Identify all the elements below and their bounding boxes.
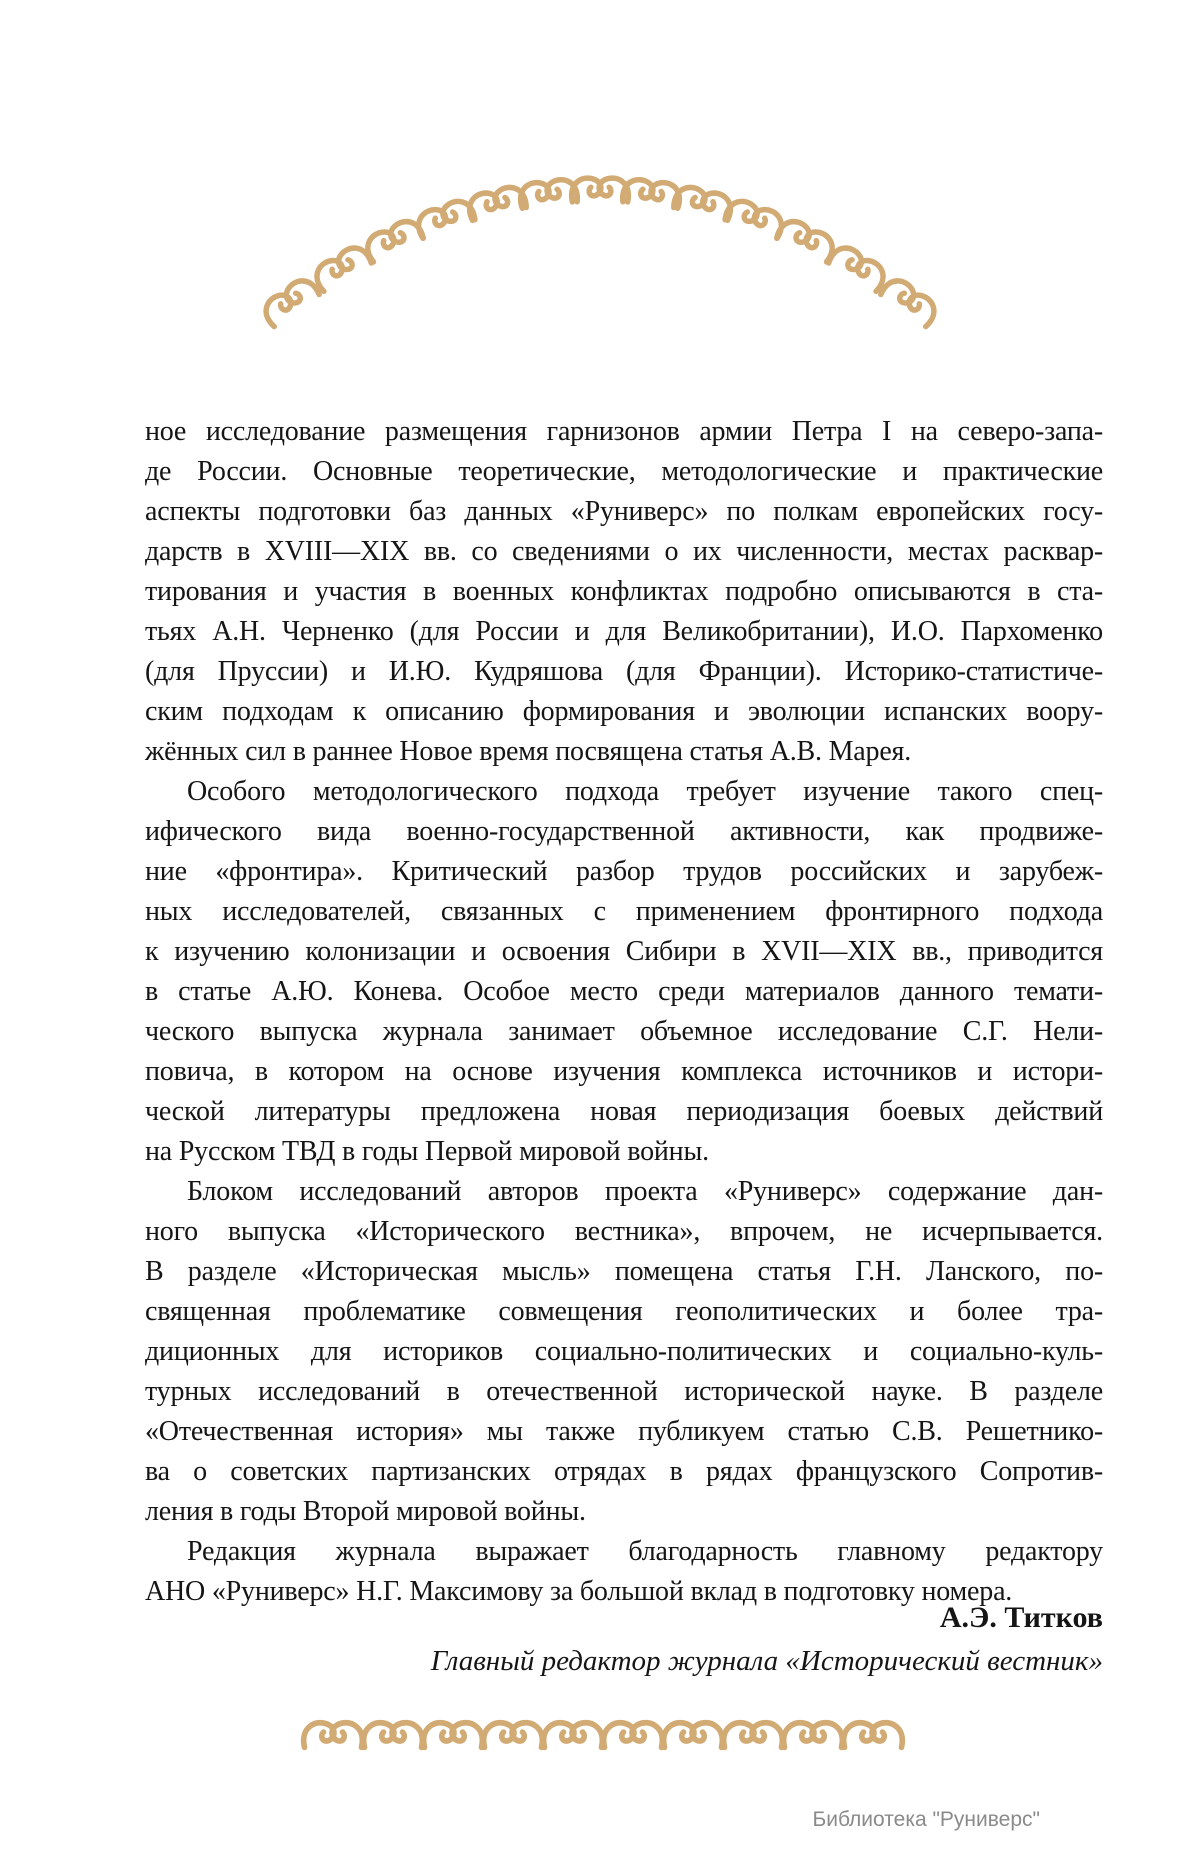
flourish-band-ornament bbox=[303, 1706, 903, 1764]
text-line: аспекты подготовки баз данных «Руниверс» по полкам европейских госу- bbox=[145, 496, 1103, 527]
paragraph bbox=[145, 772, 1103, 1172]
text-line: де России. Основные теоретические, методологические и практические bbox=[145, 456, 1103, 487]
text-line: «Отечественная история» мы также публикуем статью С.В. Решетнико- bbox=[145, 1416, 1103, 1447]
text-line: диционных для историков социально-политических и социально-куль- bbox=[145, 1336, 1103, 1367]
text-line: ческой литературы предложена новая периодизация боевых действий bbox=[145, 1096, 1103, 1127]
text-line: АНО «Руниверс» Н.Г. Максимову за большой вклад в подготовку номера. bbox=[145, 1576, 1013, 1607]
text-line: ного выпуска «Исторического вестника», впрочем, не исчерпывается. bbox=[145, 1216, 1103, 1247]
arc-flourish-ornament bbox=[250, 148, 950, 333]
text-line: ние «фронтира». Критический разбор трудов российских и зарубеж- bbox=[145, 856, 1103, 887]
text-line: в статье А.Ю. Конева. Особое место среди материалов данного темати- bbox=[145, 976, 1103, 1007]
text-line: Редакция журнала выражает благодарность главному редактору bbox=[187, 1536, 1103, 1567]
body-text bbox=[145, 412, 1103, 1612]
signature-name: А.Э. Титков bbox=[939, 1601, 1103, 1634]
text-line: В разделе «Историческая мысль» помещена статья Г.Н. Ланского, по- bbox=[145, 1256, 1103, 1287]
text-line: ческого выпуска журнала занимает объемное исследование С.Г. Нели- bbox=[145, 1016, 1103, 1047]
paragraph bbox=[145, 1172, 1103, 1532]
text-line: турных исследований в отечественной исторической науке. В разделе bbox=[145, 1376, 1103, 1407]
text-line: священная проблематике совмещения геополитических и более тра- bbox=[145, 1296, 1103, 1327]
text-line: ное исследование размещения гарнизонов армии Петра I на северо-запа- bbox=[145, 416, 1103, 447]
text-line: жённых сил в раннее Новое время посвящена статья А.В. Марея. bbox=[145, 736, 912, 767]
text-line: тирования и участия в военных конфликтах подробно описываются в ста- bbox=[145, 576, 1103, 607]
text-line: к изучению колонизации и освоения Сибири в XVII—XIX вв., приводится bbox=[145, 936, 1103, 967]
text-line: дарств в XVIII—XIX вв. со сведениями о их численности, местах расквар- bbox=[145, 536, 1103, 567]
text-line: ифического вида военно-государственной активности, как продвиже- bbox=[145, 816, 1103, 847]
library-watermark: Библиотека "Руниверс" bbox=[812, 1808, 1040, 1831]
text-line: ским подходам к описанию формирования и эволюции испанских воору- bbox=[145, 696, 1103, 727]
text-line: повича, в котором на основе изучения комплекса источников и истори- bbox=[145, 1056, 1103, 1087]
paragraph bbox=[145, 412, 1103, 772]
text-line: ления в годы Второй мировой войны. bbox=[145, 1496, 586, 1527]
text-line: Блоком исследований авторов проекта «Руниверс» содержание дан- bbox=[187, 1176, 1103, 1207]
text-line: Особого методологического подхода требует изучение такого спец- bbox=[187, 776, 1103, 807]
signature-title: Главный редактор журнала «Исторический вестник» bbox=[430, 1645, 1103, 1677]
text-line: тьях А.Н. Черненко (для России и для Великобритании), И.О. Пархоменко bbox=[145, 616, 1103, 647]
text-line: (для Пруссии) и И.Ю. Кудряшова (для Франции). Историко-статистиче- bbox=[145, 656, 1103, 687]
text-line: ных исследователей, связанных с применением фронтирного подхода bbox=[145, 896, 1103, 927]
text-line: на Русском ТВД в годы Первой мировой войны. bbox=[145, 1136, 709, 1167]
text-line: ва о советских партизанских отрядах в рядах французского Сопротив- bbox=[145, 1456, 1103, 1487]
